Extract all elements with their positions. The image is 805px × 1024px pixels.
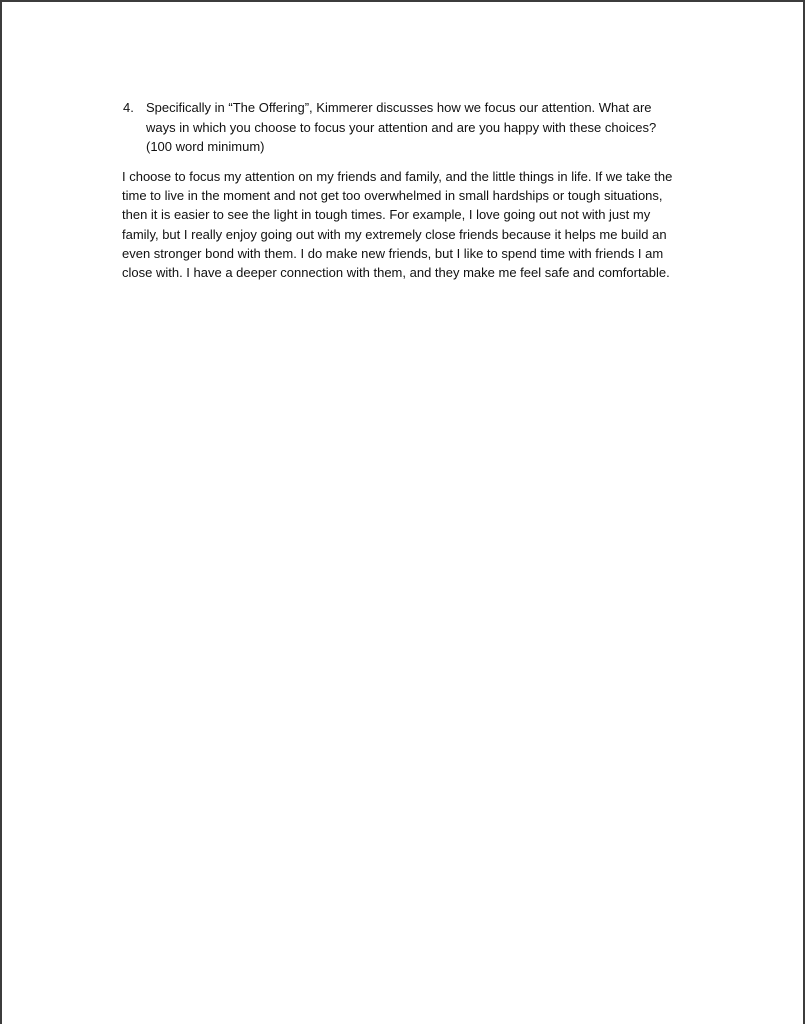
question-number: 4. xyxy=(123,100,134,115)
answer-paragraph xyxy=(122,167,732,282)
answer-line: close with. I have a deeper connection with them, and they make me feel safe and comfortable. xyxy=(122,265,670,281)
question-line: Specifically in “The Offering”, Kimmerer discusses how we focus our attention. What are xyxy=(146,100,652,115)
answer-line: family, but I really enjoy going out with my extremely close friends because it helps me build an xyxy=(122,226,667,242)
question-line: ways in which you choose to focus your attention and are you happy with these choices? xyxy=(146,119,657,135)
question-line: (100 word minimum) xyxy=(146,139,265,154)
answer-line: then it is easier to see the light in tough times. For example, I love going out not with just my xyxy=(122,207,651,223)
answer-line: time to live in the moment and not get too overwhelmed in small hardships or tough situations, xyxy=(122,188,663,204)
answer-line: even stronger bond with them. I do make new friends, but I like to spend time with friends I am xyxy=(122,245,664,261)
question-text xyxy=(146,98,706,157)
answer-line: I choose to focus my attention on my friends and family, and the little things in life. If we take the xyxy=(122,169,673,184)
